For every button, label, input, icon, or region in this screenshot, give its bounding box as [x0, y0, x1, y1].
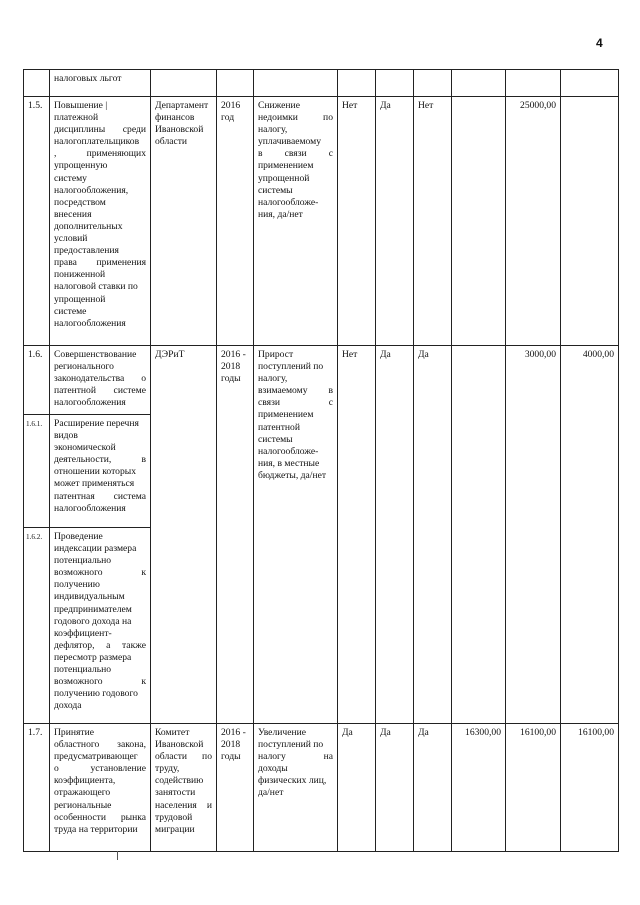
measure-name-cell: налоговых льгот — [50, 70, 151, 97]
amount-cell — [561, 97, 619, 346]
table-row — [24, 70, 619, 97]
indicator-cell: Прирост поступлений по налогу, взимаемому в связи с применением патентной системы налогообложе- ния, в местные бюджеты, да/нет — [254, 346, 338, 724]
row-number-cell: 1.6.1. — [24, 415, 50, 528]
executor-cell: Департамент финансов Ивановской области — [151, 97, 217, 346]
measure-name-cell: Проведение индексации размера потенциально возможного к получению индивидуальным предпринимателем годового дохода на коэффициент- дефлятор, а также пересмотр размера потенциально возможного к получению годового дохода — [50, 528, 151, 724]
executor-cell: ДЭРиТ — [151, 346, 217, 724]
term-cell: 2016 - 2018 годы — [217, 724, 254, 852]
row-number-cell: 1.6.2. — [24, 528, 50, 724]
value-cell — [338, 70, 376, 97]
value-cell: Да — [376, 724, 414, 852]
measure-name-cell: Принятие областного закона, предусматривающег о установление коэффициента, отражающего региональные особенности рынка труда на территории — [50, 724, 151, 852]
value-cell: Да — [376, 97, 414, 346]
measure-name-cell: Повышение | платежной дисциплины среди налогоплательщиков , применяющих упрощенную систему налогообложения, посредством внесения дополнительных условий предоставления права применения пониженной налоговой ставки по упрощенной системе налогообложения — [50, 97, 151, 346]
amount-cell: 16100,00 — [506, 724, 561, 852]
value-cell: Нет — [338, 346, 376, 724]
term-cell: 2016 год — [217, 97, 254, 346]
amount-cell — [506, 70, 561, 97]
value-cell: Нет — [414, 97, 452, 346]
value-cell: Да — [414, 346, 452, 724]
row-number-cell: 1.7. — [24, 724, 50, 852]
value-cell: Да — [376, 346, 414, 724]
amount-cell — [452, 346, 506, 724]
page-number: 4 — [596, 36, 603, 50]
value-cell: Да — [338, 724, 376, 852]
measures-table — [23, 69, 619, 852]
measure-name-cell: Совершенствование регионального законодательства о патентной системе налогообложения — [50, 346, 151, 415]
measure-name-cell: Расширение перечня видов экономической деятельности, в отношении которых может применяться патентная система налогообложения — [50, 415, 151, 528]
table-row — [24, 346, 619, 415]
executor-cell: Комитет Ивановской области по труду, содействию занятости населения и трудовой миграции — [151, 724, 217, 852]
row-number-cell — [24, 70, 50, 97]
table-row — [24, 724, 619, 852]
value-cell: Да — [414, 724, 452, 852]
row-number-cell: 1.5. — [24, 97, 50, 346]
term-cell — [217, 70, 254, 97]
term-cell: 2016 - 2018 годы — [217, 346, 254, 724]
amount-cell: 25000,00 — [506, 97, 561, 346]
row-number-cell: 1.6. — [24, 346, 50, 415]
amount-cell: 4000,00 — [561, 346, 619, 724]
value-cell — [414, 70, 452, 97]
indicator-cell: Снижение недоимки по налогу, уплачиваемому в связи с применением упрощенной системы налогообложе- ния, да/нет — [254, 97, 338, 346]
amount-cell — [452, 70, 506, 97]
amount-cell: 3000,00 — [506, 346, 561, 724]
scan-mark — [117, 851, 118, 860]
value-cell: Нет — [338, 97, 376, 346]
amount-cell — [452, 97, 506, 346]
executor-cell — [151, 70, 217, 97]
indicator-cell — [254, 70, 338, 97]
table-row — [24, 97, 619, 346]
indicator-cell: Увеличение поступлений по налогу на доходы физических лиц, да/нет — [254, 724, 338, 852]
amount-cell: 16100,00 — [561, 724, 619, 852]
amount-cell — [561, 70, 619, 97]
value-cell — [376, 70, 414, 97]
amount-cell: 16300,00 — [452, 724, 506, 852]
